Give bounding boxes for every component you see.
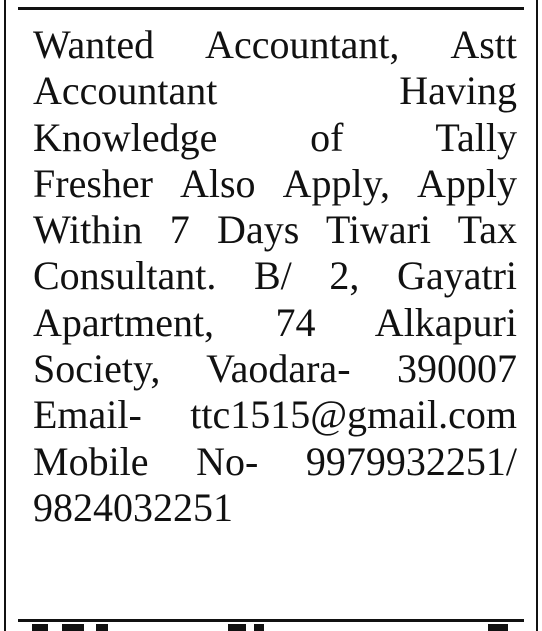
ad-line-1: Wanted Accountant, Astt [33,22,517,67]
ad-line-10-mobile: Mobile No- 9979932251/ [33,438,517,484]
ad-line-2: Accountant Having [33,68,517,114]
ad-line-4: Fresher Also Apply, Apply [33,160,517,206]
ad-line-3: Knowledge of Tally [33,114,517,160]
ad-line-11-phone: 9824032251 [33,484,233,530]
ad-line-9-email: Email- ttc1515@gmail.com [33,392,517,438]
ad-line-5: Within 7 Days Tiwari Tax [33,207,517,253]
ad-line-6: Consultant. B/ 2, Gayatri [33,253,517,299]
ad-line-7: Apartment, 74 Alkapuri [33,299,517,345]
ad-line-8: Society, Vaodara- 390007 [33,346,517,392]
cropped-next-ad-text [18,624,524,631]
classified-ad-text [33,22,517,531]
bottom-separator-rule [18,619,524,622]
top-separator-rule [18,7,524,10]
